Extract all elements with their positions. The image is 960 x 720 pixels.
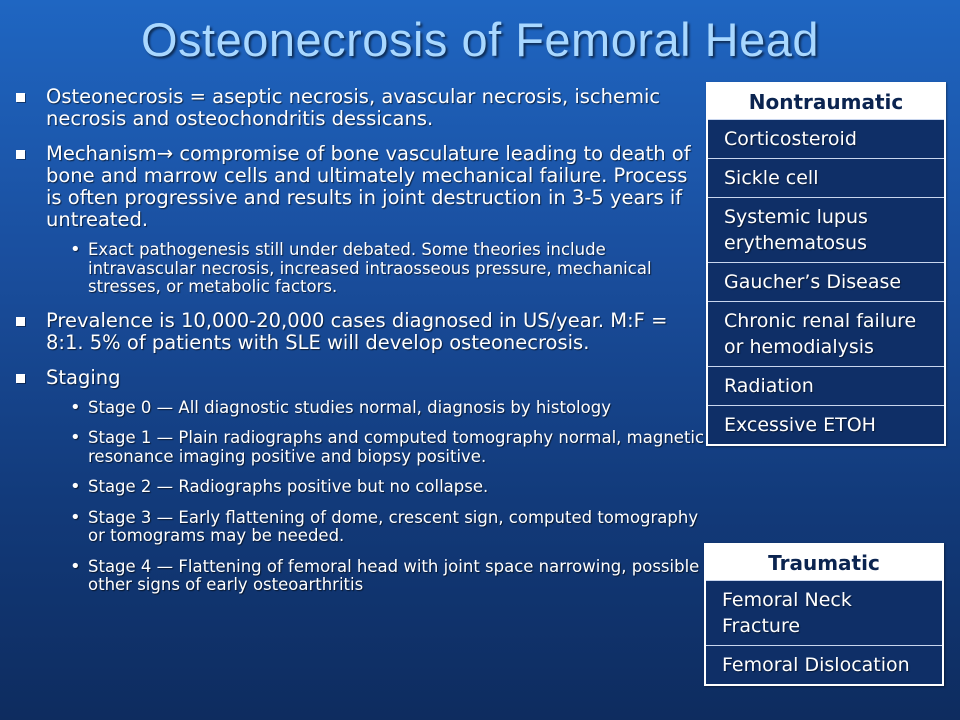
- staging-list: [46, 399, 706, 595]
- bullet-content: [14, 86, 706, 608]
- slide-title: Osteonecrosis of Femoral Head: [140, 13, 819, 66]
- traumatic-cell: Femoral Dislocation: [706, 645, 942, 684]
- stage-item: • Stage 3 — Early flattening of dome, crescent sign, computed tomography or tomograms may be needed.: [46, 509, 706, 546]
- mechanism-label: Mechanism: [46, 142, 157, 165]
- nontraumatic-cell: Radiation: [708, 366, 944, 405]
- nontraumatic-cell: Systemic lupus erythematosus: [708, 197, 944, 262]
- nontraumatic-cell: Excessive ETOH: [708, 405, 944, 444]
- traumatic-table: [704, 543, 944, 686]
- nontraumatic-header: Nontraumatic: [708, 84, 944, 119]
- traumatic-header: Traumatic: [706, 545, 942, 580]
- pathogenesis-item: • Exact pathogenesis still under debated. Some theories include intravascular necrosis, increased intraosseous pressure, mechanical stresses, or metabolic factors.: [46, 241, 706, 297]
- bullet-definition: [14, 86, 706, 130]
- staging-label: Staging: [46, 365, 121, 389]
- bullet-definition-text: Osteonecrosis = aseptic necrosis, avascular necrosis, ischemic necrosis and osteochondritis dessicans.: [46, 85, 661, 130]
- prevalence-text: Prevalence is 10,000-20,000 cases diagnosed in US/year. M:F = 8:1. 5% of patients with SLE will develop osteonecrosis.: [46, 308, 668, 354]
- bullet-prevalence: [14, 310, 706, 354]
- bullet-mechanism: [14, 143, 706, 297]
- stage-item: • Stage 0 — All diagnostic studies normal, diagnosis by histology: [46, 399, 706, 418]
- bullet-staging: [14, 367, 706, 595]
- stage-item: • Stage 4 — Flattening of femoral head with joint space narrowing, possible other signs of early osteoarthritis: [46, 558, 706, 595]
- main-bullet-list: [14, 86, 706, 595]
- arrow-right-icon: →: [156, 142, 174, 165]
- stage-item: • Stage 2 — Radiographs positive but no collapse.: [46, 478, 706, 497]
- mechanism-sub-list: [46, 241, 706, 297]
- nontraumatic-cell: Corticosteroid: [708, 119, 944, 158]
- nontraumatic-cell: Chronic renal failure or hemodialysis: [708, 301, 944, 366]
- nontraumatic-cell: Sickle cell: [708, 158, 944, 197]
- nontraumatic-cell: Gaucher’s Disease: [708, 262, 944, 301]
- stage-item: • Stage 1 — Plain radiographs and computed tomography normal, magnetic resonance imaging positive and biopsy positive.: [46, 429, 706, 466]
- traumatic-cell: Femoral Neck Fracture: [706, 580, 942, 645]
- nontraumatic-table: [706, 82, 946, 446]
- mechanism-text: compromise of bone vasculature leading to death of bone and marrow cells and ultimately mechanical failure. Process is often progressive and results in joint destruction in 3-5 years if untreated.: [46, 142, 691, 231]
